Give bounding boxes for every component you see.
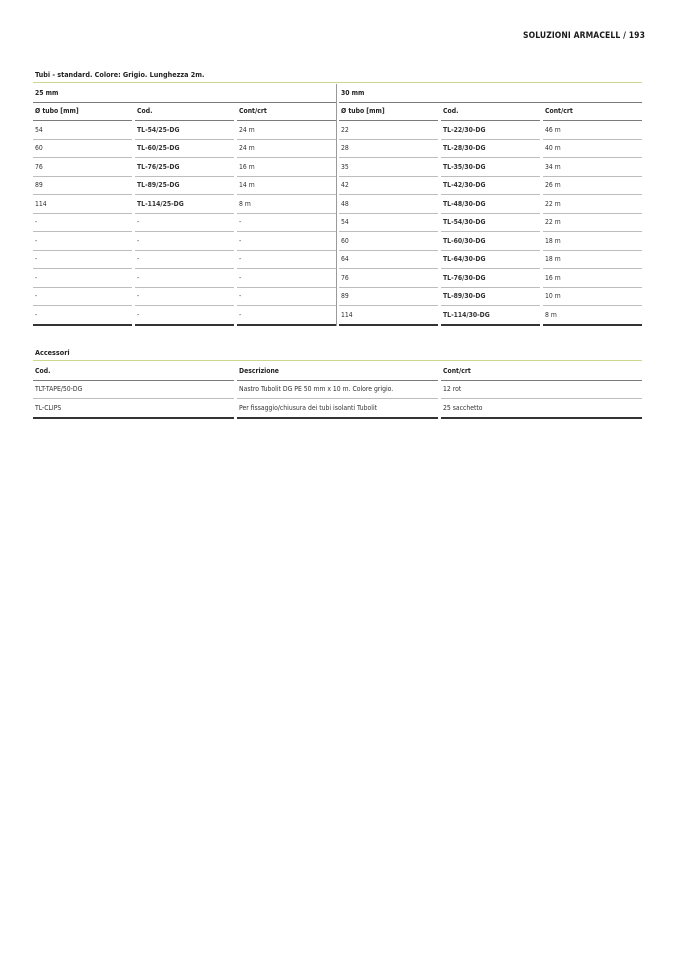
column-header: Cont/crt bbox=[543, 103, 642, 122]
quantity-cell: 40 m bbox=[543, 140, 642, 159]
accessori-accent-line bbox=[33, 360, 642, 361]
accessory-code-cell: TLT-TAPE/50-DG bbox=[33, 381, 234, 400]
column-header: Ø tubo [mm] bbox=[33, 103, 132, 122]
accessori-header-row bbox=[33, 362, 642, 381]
accessory-description-cell: Nastro Tubolit DG PE 50 mm x 10 m. Colore grigio. bbox=[237, 381, 438, 400]
diameter-cell: - bbox=[33, 251, 132, 270]
diameter-cell: 42 bbox=[339, 177, 438, 196]
code-cell: - bbox=[135, 214, 234, 233]
column-header-row bbox=[33, 103, 642, 122]
code-cell: TL-76/30-DG bbox=[441, 269, 540, 288]
code-cell: TL-54/25-DG bbox=[135, 121, 234, 140]
accessory-code-cell: TL-CLIPS bbox=[33, 399, 234, 419]
accessory-quantity-cell: 12 rot bbox=[441, 381, 642, 400]
diameter-cell: 35 bbox=[339, 158, 438, 177]
diameter-cell: - bbox=[33, 306, 132, 326]
quantity-cell: - bbox=[237, 288, 336, 307]
quantity-cell: 34 m bbox=[543, 158, 642, 177]
group-label-30mm: 30 mm bbox=[339, 84, 642, 103]
diameter-cell: 89 bbox=[33, 177, 132, 196]
code-cell: - bbox=[135, 232, 234, 251]
table-row bbox=[33, 251, 642, 270]
quantity-cell: 10 m bbox=[543, 288, 642, 307]
code-cell: - bbox=[135, 269, 234, 288]
table-row bbox=[33, 288, 642, 307]
code-cell: TL-64/30-DG bbox=[441, 251, 540, 270]
diameter-cell: 60 bbox=[339, 232, 438, 251]
table-row bbox=[33, 214, 642, 233]
accessori-table bbox=[33, 362, 642, 419]
quantity-cell: 18 m bbox=[543, 232, 642, 251]
diameter-cell: 28 bbox=[339, 140, 438, 159]
diameter-cell: 22 bbox=[339, 121, 438, 140]
quantity-cell: 24 m bbox=[237, 140, 336, 159]
column-header: Cod. bbox=[135, 103, 234, 122]
code-cell: - bbox=[135, 306, 234, 326]
quantity-cell: 16 m bbox=[237, 158, 336, 177]
diameter-cell: - bbox=[33, 269, 132, 288]
table-row bbox=[33, 195, 642, 214]
quantity-cell: - bbox=[237, 251, 336, 270]
quantity-cell: 22 m bbox=[543, 214, 642, 233]
diameter-cell: - bbox=[33, 214, 132, 233]
quantity-cell: 14 m bbox=[237, 177, 336, 196]
table-row bbox=[33, 158, 642, 177]
table-row bbox=[33, 269, 642, 288]
quantity-cell: - bbox=[237, 269, 336, 288]
quantity-cell: 46 m bbox=[543, 121, 642, 140]
diameter-cell: 64 bbox=[339, 251, 438, 270]
table-row bbox=[33, 121, 642, 140]
code-cell: TL-28/30-DG bbox=[441, 140, 540, 159]
tubi-accent-line bbox=[33, 82, 642, 83]
quantity-cell: 16 m bbox=[543, 269, 642, 288]
code-cell: - bbox=[135, 251, 234, 270]
table-row bbox=[33, 399, 642, 419]
page-header: SOLUZIONI ARMACELL / 193 bbox=[523, 31, 645, 41]
code-cell: TL-42/30-DG bbox=[441, 177, 540, 196]
code-cell: TL-114/25-DG bbox=[135, 195, 234, 214]
code-cell: TL-114/30-DG bbox=[441, 306, 540, 326]
diameter-cell: 48 bbox=[339, 195, 438, 214]
diameter-cell: 60 bbox=[33, 140, 132, 159]
column-header: Cont/crt bbox=[237, 103, 336, 122]
quantity-cell: 8 m bbox=[237, 195, 336, 214]
diameter-cell: 54 bbox=[339, 214, 438, 233]
table-row bbox=[33, 232, 642, 251]
column-header: Descrizione bbox=[237, 362, 438, 381]
quantity-cell: 22 m bbox=[543, 195, 642, 214]
group-label-25mm: 25 mm bbox=[33, 84, 336, 103]
quantity-cell: 26 m bbox=[543, 177, 642, 196]
group-header-row bbox=[33, 84, 642, 103]
quantity-cell: - bbox=[237, 232, 336, 251]
code-cell: - bbox=[135, 288, 234, 307]
diameter-cell: - bbox=[33, 232, 132, 251]
column-header: Cod. bbox=[33, 362, 234, 381]
diameter-cell: 114 bbox=[339, 306, 438, 326]
diameter-cell: 54 bbox=[33, 121, 132, 140]
code-cell: TL-89/30-DG bbox=[441, 288, 540, 307]
tubi-table bbox=[33, 84, 642, 326]
column-header: Cod. bbox=[441, 103, 540, 122]
accessory-description-cell: Per fissaggio/chiusura dei tubi isolanti Tubolit bbox=[237, 399, 438, 419]
code-cell: TL-22/30-DG bbox=[441, 121, 540, 140]
accessori-section-title: Accessori bbox=[35, 348, 70, 357]
tubi-section-title: Tubi - standard. Colore: Grigio. Lunghezza 2m. bbox=[35, 70, 205, 79]
column-header: Ø tubo [mm] bbox=[339, 103, 438, 122]
table-row bbox=[33, 140, 642, 159]
code-cell: TL-54/30-DG bbox=[441, 214, 540, 233]
quantity-cell: 8 m bbox=[543, 306, 642, 326]
column-header: Cont/crt bbox=[441, 362, 642, 381]
table-row bbox=[33, 177, 642, 196]
table-row bbox=[33, 306, 642, 326]
code-cell: TL-89/25-DG bbox=[135, 177, 234, 196]
code-cell: TL-60/25-DG bbox=[135, 140, 234, 159]
diameter-cell: 89 bbox=[339, 288, 438, 307]
quantity-cell: 24 m bbox=[237, 121, 336, 140]
diameter-cell: - bbox=[33, 288, 132, 307]
column-group-divider bbox=[336, 84, 337, 326]
diameter-cell: 76 bbox=[33, 158, 132, 177]
diameter-cell: 76 bbox=[339, 269, 438, 288]
code-cell: TL-35/30-DG bbox=[441, 158, 540, 177]
code-cell: TL-76/25-DG bbox=[135, 158, 234, 177]
quantity-cell: 18 m bbox=[543, 251, 642, 270]
quantity-cell: - bbox=[237, 306, 336, 326]
accessory-quantity-cell: 25 sacchetto bbox=[441, 399, 642, 419]
quantity-cell: - bbox=[237, 214, 336, 233]
diameter-cell: 114 bbox=[33, 195, 132, 214]
code-cell: TL-48/30-DG bbox=[441, 195, 540, 214]
code-cell: TL-60/30-DG bbox=[441, 232, 540, 251]
table-row bbox=[33, 381, 642, 400]
